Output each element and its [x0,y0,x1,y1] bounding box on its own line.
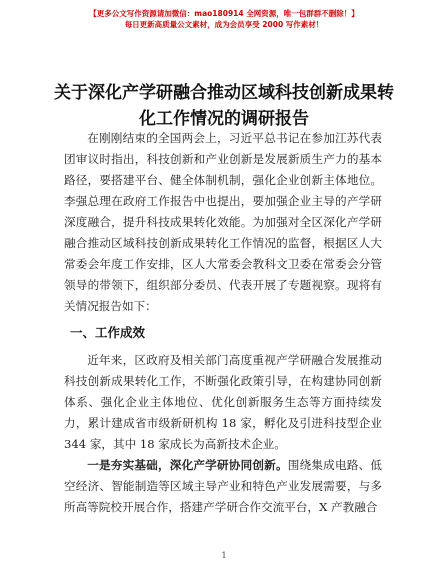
document-title [0,80,448,132]
promo-banner-line1: 【更多公文写作资源请加微信：mao180914 全网资源，唯一包群群不删除！】 [89,9,359,18]
intro-paragraph: 在刚刚结束的全国两会上，习近平总书记在参加江苏代表团审议时指出，科技创新和产业创新是发展新质生产力的基本路径，要搭建平台、健全体制机制，强化企业创新主体地位。李强总理在政府工作报告中也提出，要加强企业主导的产学研深度融合，提升科技成果转化效能。为加强对全区深化产学研融合推动区域科技创新成果转化工作情况的监督，根据区人大常委会年度工作安排，区人大常委会教科文卫委在常委会分管领导的带领下，组织部分委员、代表开展了专题视察。现将有关情况报告如下： [64,131,382,313]
intro-section [64,128,382,317]
document-title-line1: 关于深化产学研融合推动区域科技创新成果转 [54,83,394,103]
point-one-text: 围绕集成电路、低空经济、智能制造等区域主导产业和特色产业发展需要，与多所高等院校开展合作，搭建产学研合作交流平台，X 产教融合 [64,458,382,514]
point-one-section [64,455,382,518]
page-number: 1 [221,551,227,560]
achievements-paragraph: 近年来，区政府及相关部门高度重视产学研融合发展推动科技创新成果转化工作，不断强化政策引导，在构建协同创新体系、强化企业主体地位、优化创新服务生态等方面持续发力，累计建成省市级新研机构 18 家，孵化及引进科技型企业 344 家，其中 18 家成长为高新技术企业。 [64,353,382,451]
point-one-paragraph [64,455,382,518]
document-title-line2: 化工作情况的调研报告 [139,109,309,129]
achievements-section [64,350,382,455]
promo-banner [0,8,448,30]
point-one-lead: 一是夯实基础，深化产学研协同创新。 [87,458,288,472]
section-heading: 一、工作成效 [70,325,146,340]
promo-banner-line2: 每日更新高质量公文素材，成为会员享受 2000 写作素材！ [124,20,324,29]
